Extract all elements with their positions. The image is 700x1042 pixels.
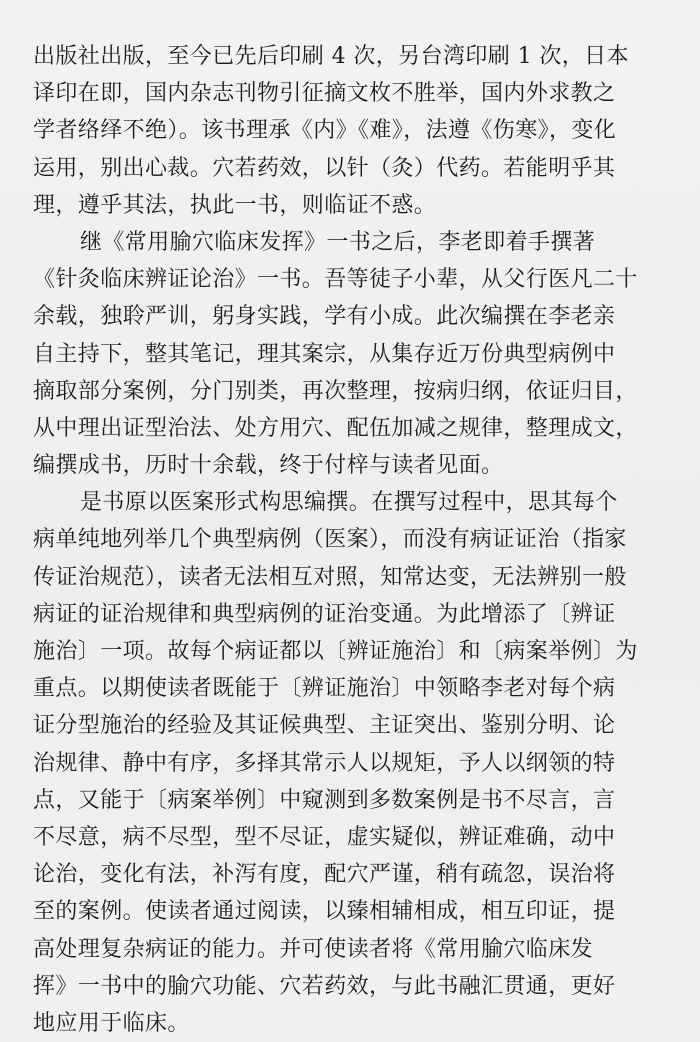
text-line: 病证的证治规律和典型病例的证治变通。为此增添了〔辨证 [33, 601, 616, 627]
text-line: 是书原以医案形式构思编撰。在撰写过程中，思其每个 [80, 490, 618, 516]
text-line: 运用，别出心裁。穴若药效，以针（灸）代药。若能明乎其 [33, 155, 616, 181]
text-line: 论治，变化有法，补泻有度，配穴严谨，稍有疏忽，误治将 [33, 862, 616, 888]
text-line: 余载，独聆严训，躬身实践，学有小成。此次编撰在李老亲 [33, 304, 616, 330]
text-line: 施治〕一项。故每个病证都以〔辨证施治〕和〔病案举例〕为 [33, 639, 638, 664]
text-line: 理，遵乎其法，执此一书，则临证不惑。 [33, 192, 437, 218]
text-line: 至的案例。使读者通过阅读，以臻相辅相成，相互印证，提 [33, 899, 616, 925]
text-line: 点，又能于〔病案举例〕中窥测到多数案例是书不尽言，言 [33, 787, 616, 813]
text-line: 继《常用腧穴临床发挥》一书之后，李老即着手撰著 [80, 229, 596, 255]
text-line: 摘取部分案例，分门别类，再次整理，按病归纲，依证归目， [33, 378, 638, 404]
paragraph-1 [33, 38, 677, 224]
text-line: 从中理出证型治法、处方用穴、配伍加减之规律，整理成文， [33, 415, 638, 441]
text-line: 高处理复杂病证的能力。并可使读者将《常用腧穴临床发 [33, 936, 594, 962]
text-line: 学者络绎不绝）。该书理承《内》《难》，法遵《伤寒》，变化 [33, 118, 617, 144]
paragraph-2 [33, 224, 677, 484]
text-line: 不尽意，病不尽型，型不尽证，虚实疑似，辨证难确，动中 [33, 824, 616, 850]
text-line: 传证治规范），读者无法相互对照，知常达变，无法辨别一般 [33, 564, 627, 590]
text-line: 《针灸临床辨证论治》一书。吾等徒子小辈，从父行医凡二十 [33, 267, 638, 293]
text-line: 证分型施治的经验及其证候典型、主证突出、鉴别分明、论 [33, 713, 616, 739]
paragraph-3 [33, 484, 677, 1042]
text-line: 自主持下，整其笔记，理其案宗，从集存近万份典型病例中 [33, 341, 616, 367]
text-line: 译印在即，国内杂志刊物引征摘文枚不胜举，国内外求教之 [33, 81, 616, 107]
text-line: 地应用于临床。 [33, 1010, 190, 1036]
text-line: 重点。以期使读者既能于〔辨证施治〕中领略李老对每个病 [33, 676, 616, 702]
text-line: 病单纯地列举几个典型病例（医案），而没有病证证治（指家 [33, 527, 627, 553]
body-text [33, 38, 677, 1042]
text-line: 挥》一书中的腧穴功能、穴若药效，与此书融汇贯通，更好 [33, 973, 616, 999]
text-line: 出版社出版，至今已先后印刷 4 次，另台湾印刷 1 次，日本 [33, 44, 629, 69]
text-line: 编撰成书，历时十余载，终于付梓与读者见面。 [33, 453, 504, 479]
text-line: 治规律、静中有序，多择其常示人以规矩，予人以纲领的特 [33, 750, 616, 776]
